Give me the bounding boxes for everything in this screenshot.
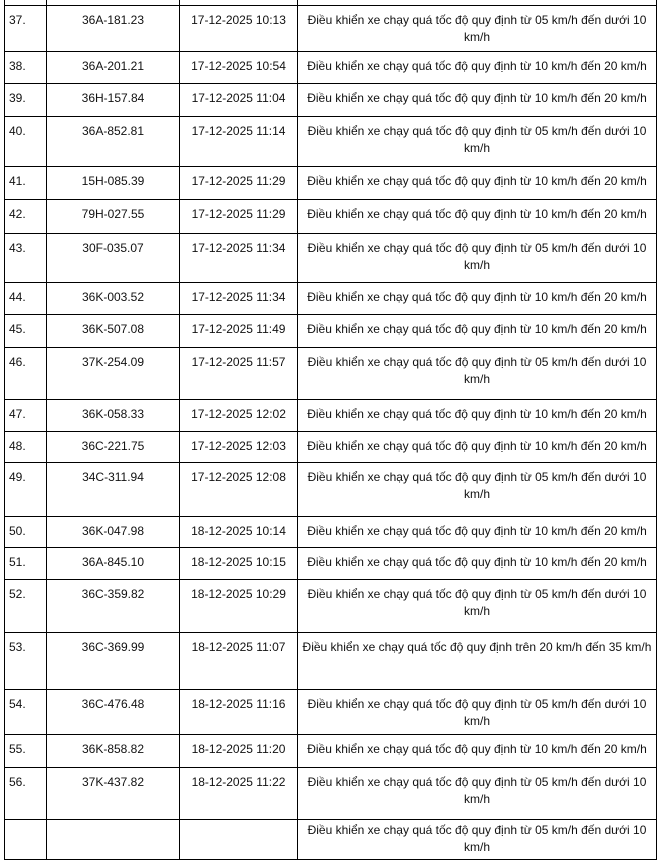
datetime-cell: 17-12-2025 11:14 xyxy=(180,117,298,167)
row-number-cell: 42. xyxy=(5,200,47,234)
plate-cell: 37K-437.82 xyxy=(47,768,180,820)
plate-cell: 36C-476.48 xyxy=(47,690,180,735)
datetime-cell: 17-12-2025 11:04 xyxy=(180,84,298,117)
datetime-cell: 18-12-2025 11:20 xyxy=(180,735,298,768)
table-row xyxy=(5,580,657,633)
violation-cell: Điều khiển xe chạy quá tốc độ quy định từ 10 km/h đến 20 km/h xyxy=(298,432,657,463)
violation-cell: Điều khiển xe chạy quá tốc độ quy định từ 10 km/h đến 20 km/h xyxy=(298,548,657,580)
table-row xyxy=(5,6,657,52)
violation-cell: Điều khiển xe chạy quá tốc độ quy định từ 10 km/h đến 20 km/h xyxy=(298,52,657,84)
datetime-cell: 17-12-2025 12:08 xyxy=(180,463,298,517)
table-row xyxy=(5,315,657,348)
table-row xyxy=(5,348,657,400)
table-row-clipped-bottom xyxy=(5,820,657,860)
violation-cell: Điều khiển xe chạy quá tốc độ quy định từ 05 km/h đến dưới 10 km/h xyxy=(298,117,657,167)
row-number-cell: 51. xyxy=(5,548,47,580)
datetime-cell: 17-12-2025 12:02 xyxy=(180,400,298,432)
row-number-cell: 43. xyxy=(5,234,47,283)
datetime-cell: 17-12-2025 12:03 xyxy=(180,432,298,463)
row-number-cell: 50. xyxy=(5,517,47,548)
datetime-cell: 18-12-2025 11:22 xyxy=(180,768,298,820)
plate-cell: 36A-181.23 xyxy=(47,6,180,52)
violation-cell: Điều khiển xe chạy quá tốc độ quy định từ 05 km/h đến dưới 10 km/h xyxy=(298,690,657,735)
violation-cell: Điều khiển xe chạy quá tốc độ quy định từ 05 km/h đến dưới 10 km/h xyxy=(298,463,657,517)
plate-cell: 36C-359.82 xyxy=(47,580,180,633)
plate-cell: 36C-369.99 xyxy=(47,633,180,690)
violation-cell: Điều khiển xe chạy quá tốc độ quy định từ 10 km/h đến 20 km/h xyxy=(298,400,657,432)
datetime-cell: 17-12-2025 11:34 xyxy=(180,234,298,283)
row-number-cell: 52. xyxy=(5,580,47,633)
row-number-cell: 55. xyxy=(5,735,47,768)
plate-cell: 36A-852.81 xyxy=(47,117,180,167)
table-row xyxy=(5,84,657,117)
violation-cell: Điều khiển xe chạy quá tốc độ quy định từ 05 km/h đến dưới 10 km/h xyxy=(298,820,657,860)
plate-cell: 37K-254.09 xyxy=(47,348,180,400)
violation-cell: Điều khiển xe chạy quá tốc độ quy định từ 10 km/h đến 20 km/h xyxy=(298,517,657,548)
row-number-cell: 46. xyxy=(5,348,47,400)
violation-cell: Điều khiển xe chạy quá tốc độ quy định từ 10 km/h đến 20 km/h xyxy=(298,315,657,348)
table-row xyxy=(5,548,657,580)
table-row xyxy=(5,432,657,463)
table-row xyxy=(5,517,657,548)
row-number-cell: 45. xyxy=(5,315,47,348)
violation-cell: Điều khiển xe chạy quá tốc độ quy định từ 10 km/h đến 20 km/h xyxy=(298,200,657,234)
row-number-cell: 53. xyxy=(5,633,47,690)
datetime-cell: 18-12-2025 10:29 xyxy=(180,580,298,633)
table-row xyxy=(5,52,657,84)
row-number-cell: 48. xyxy=(5,432,47,463)
table-row xyxy=(5,400,657,432)
plate-cell: 36A-845.10 xyxy=(47,548,180,580)
datetime-cell: 17-12-2025 11:49 xyxy=(180,315,298,348)
violation-cell: Điều khiển xe chạy quá tốc độ quy định từ 05 km/h đến dưới 10 km/h xyxy=(298,234,657,283)
datetime-cell: 17-12-2025 11:34 xyxy=(180,283,298,315)
plate-cell: 34C-311.94 xyxy=(47,463,180,517)
plate-cell: 36K-003.52 xyxy=(47,283,180,315)
plate-cell: 36K-858.82 xyxy=(47,735,180,768)
plate-cell xyxy=(47,820,180,860)
row-number-cell: 37. xyxy=(5,6,47,52)
violation-cell: Điều khiển xe chạy quá tốc độ quy định từ 10 km/h đến 20 km/h xyxy=(298,167,657,200)
table-row xyxy=(5,167,657,200)
row-number-cell: 56. xyxy=(5,768,47,820)
violation-cell: Điều khiển xe chạy quá tốc độ quy định từ 10 km/h đến 20 km/h xyxy=(298,84,657,117)
row-number-cell: 40. xyxy=(5,117,47,167)
table-row xyxy=(5,234,657,283)
violation-cell: Điều khiển xe chạy quá tốc độ quy định từ 05 km/h đến dưới 10 km/h xyxy=(298,6,657,52)
datetime-cell: 18-12-2025 10:14 xyxy=(180,517,298,548)
table-row xyxy=(5,633,657,690)
row-number-cell: 54. xyxy=(5,690,47,735)
violation-cell: Điều khiển xe chạy quá tốc độ quy định từ 05 km/h đến dưới 10 km/h xyxy=(298,768,657,820)
row-number-cell: 49. xyxy=(5,463,47,517)
table-row xyxy=(5,768,657,820)
datetime-cell: 18-12-2025 11:16 xyxy=(180,690,298,735)
table-row xyxy=(5,735,657,768)
datetime-cell: 18-12-2025 11:07 xyxy=(180,633,298,690)
plate-cell: 36K-047.98 xyxy=(47,517,180,548)
plate-cell: 36K-058.33 xyxy=(47,400,180,432)
table-row xyxy=(5,463,657,517)
row-number-cell: 47. xyxy=(5,400,47,432)
datetime-cell: 17-12-2025 10:54 xyxy=(180,52,298,84)
row-number-cell: 41. xyxy=(5,167,47,200)
row-number-cell: 39. xyxy=(5,84,47,117)
table-row xyxy=(5,117,657,167)
violation-cell: Điều khiển xe chạy quá tốc độ quy định trên 20 km/h đến 35 km/h xyxy=(298,633,657,690)
table-row xyxy=(5,283,657,315)
plate-cell: 36K-507.08 xyxy=(47,315,180,348)
violation-cell: Điều khiển xe chạy quá tốc độ quy định từ 05 km/h đến dưới 10 km/h xyxy=(298,580,657,633)
row-number-cell xyxy=(5,820,47,860)
datetime-cell xyxy=(180,820,298,860)
table-row xyxy=(5,200,657,234)
row-number-cell: 38. xyxy=(5,52,47,84)
datetime-cell: 18-12-2025 10:15 xyxy=(180,548,298,580)
plate-cell: 36H-157.84 xyxy=(47,84,180,117)
table-row xyxy=(5,690,657,735)
violation-table xyxy=(4,0,657,860)
violation-cell: Điều khiển xe chạy quá tốc độ quy định từ 05 km/h đến dưới 10 km/h xyxy=(298,348,657,400)
plate-cell: 30F-035.07 xyxy=(47,234,180,283)
plate-cell: 36C-221.75 xyxy=(47,432,180,463)
datetime-cell: 17-12-2025 11:57 xyxy=(180,348,298,400)
plate-cell: 79H-027.55 xyxy=(47,200,180,234)
row-number-cell: 44. xyxy=(5,283,47,315)
plate-cell: 36A-201.21 xyxy=(47,52,180,84)
violation-cell: Điều khiển xe chạy quá tốc độ quy định từ 10 km/h đến 20 km/h xyxy=(298,735,657,768)
violation-cell: Điều khiển xe chạy quá tốc độ quy định từ 10 km/h đến 20 km/h xyxy=(298,283,657,315)
plate-cell: 15H-085.39 xyxy=(47,167,180,200)
datetime-cell: 17-12-2025 11:29 xyxy=(180,167,298,200)
datetime-cell: 17-12-2025 10:13 xyxy=(180,6,298,52)
datetime-cell: 17-12-2025 11:29 xyxy=(180,200,298,234)
